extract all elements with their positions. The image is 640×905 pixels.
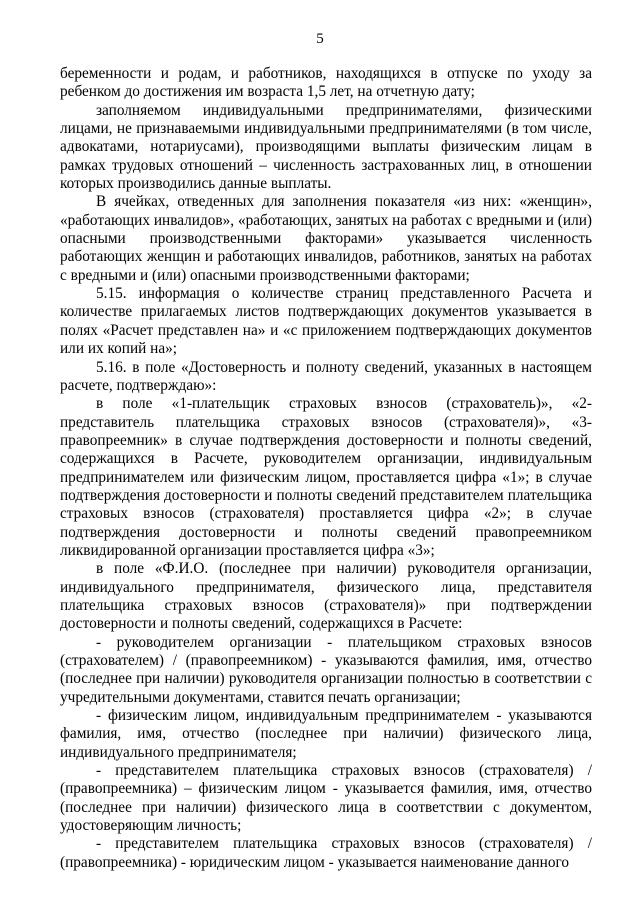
list-item-representative-individual: - представителем плательщика страховых взносов (страхователя) / (правопреемника) – физическим лицом - указывается фамилия, имя, отчество (последнее при наличии) физического лица в соответствии с документом, удостоверяющим личность; xyxy=(60,762,592,835)
paragraph-continuation: беременности и родам, и работников, находящихся в отпуске по уходу за ребенком до достижения им возраста 1,5 лет, на отчетную дату; xyxy=(60,65,592,101)
list-item-representative-legal-entity: - представителем плательщика страховых взносов (страхователя) / (правопреемника) - юридическим лицом - указывается наименование данного xyxy=(60,835,592,871)
list-item-individual: - физическим лицом, индивидуальным предпринимателем - указываются фамилия, имя, отчество (последнее при наличии) физического лица, индивидуального предпринимателя; xyxy=(60,707,592,761)
paragraph-5-16: 5.16. в поле «Достоверность и полноту сведений, указанных в настоящем расчете, подтверждаю»: xyxy=(60,358,592,394)
page-number: 5 xyxy=(316,31,324,47)
paragraph-field-fio: в поле «Ф.И.О. (последнее при наличии) руководителя организации, индивидуального предпринимателя, физического лица, представителя плательщика страховых взносов (страхователя)» при подтверждении достоверности и полноты сведений, содержащихся в Расчете: xyxy=(60,560,592,633)
list-item-head-of-organization: - руководителем организации - плательщиком страховых взносов (страхователем) / (правопреемником) - указываются фамилия, имя, отчество (последнее при наличии) руководителя организации полностью в соответствии с учредительными документами, ставится печать организации; xyxy=(60,633,592,706)
paragraph-cells-women-disabled: В ячейках, отведенных для заполнения показателя «из них: «женщин», «работающих инвалидов», «работающих, занятых на работах с вредными и (или) опасными производственными факторами» указывается численность работающих женщин и работающих инвалидов, работников, занятых на работах с вредными и (или) опасными производственными факторами; xyxy=(60,193,592,284)
document-body xyxy=(60,65,592,872)
paragraph-individual-entrepreneurs: заполняемом индивидуальными предпринимателями, физическими лицами, не признаваемыми индивидуальными предпринимателями (в том числе, адвокатами, нотариусами), производящими выплаты физическим лицам в рамках трудовых отношений – численность застрахованных лиц, в отношении которых производились данные выплаты. xyxy=(60,101,592,193)
paragraph-field-codes: в поле «1-плательщик страховых взносов (страхователь)», «2-представитель плательщика страховых взносов (страхователя)», «3-правопреемник» в случае подтверждения достоверности и полноты сведений, содержащихся в Расчете, руководителем организации, индивидуальным предпринимателем или физическим лицом, проставляется цифра «1»; в случае подтверждения достоверности и полноты сведений представителем плательщика страховых взносов (страхователя) проставляется цифра «2»; в случае подтверждения достоверности и полноты сведений правопреемником ликвидированной организации проставляется цифра «3»; xyxy=(60,395,592,559)
paragraph-5-15: 5.15. информация о количестве страниц представленного Расчета и количестве прилагаемых листов подтверждающих документов указывается в полях «Расчет представлен на» и «с приложением подтверждающих документов или их копий на»; xyxy=(60,285,592,358)
